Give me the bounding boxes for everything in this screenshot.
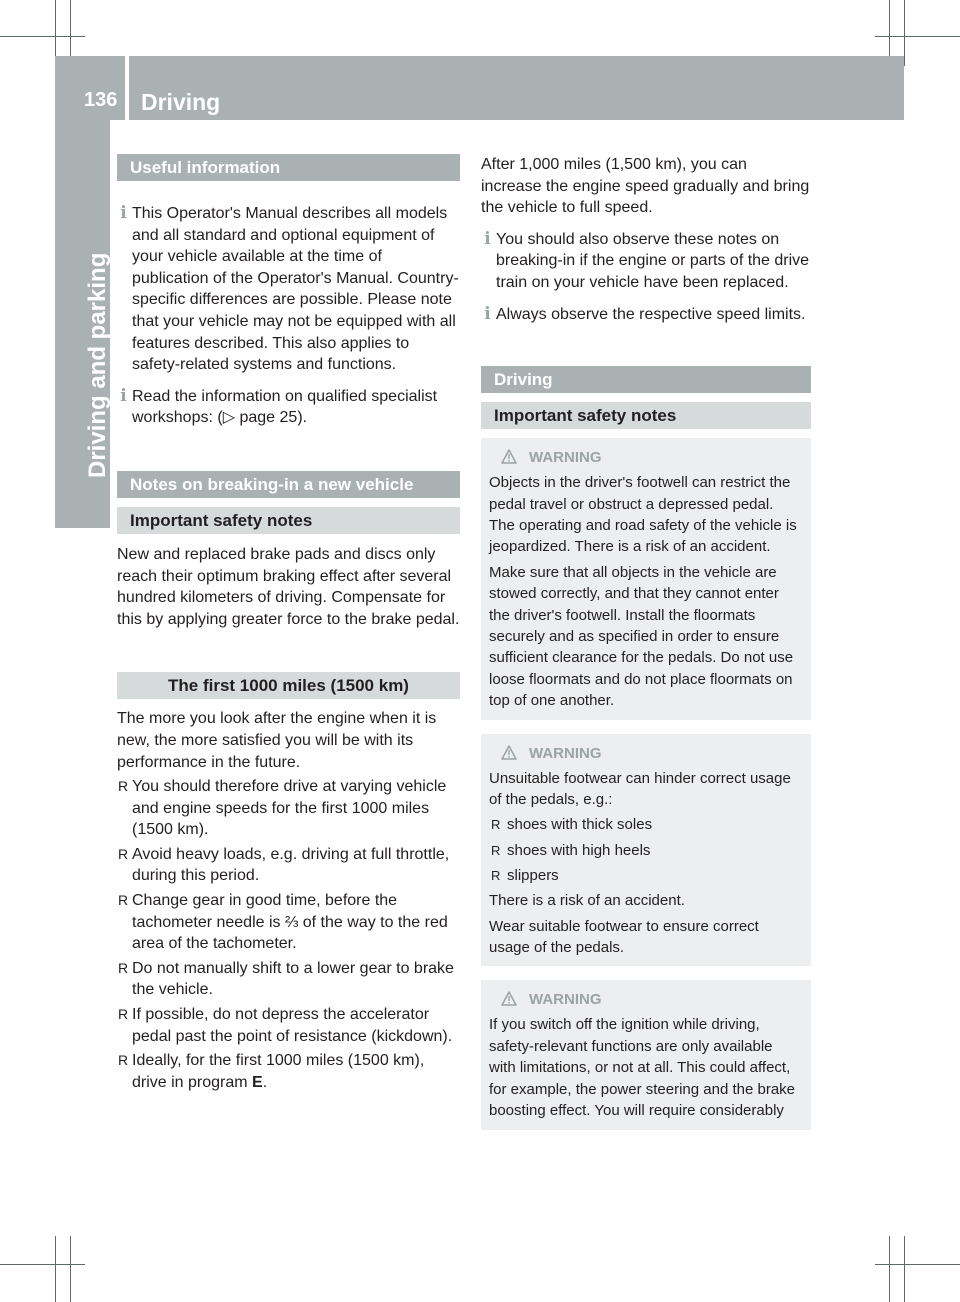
list-item: R You should therefore drive at varying vehicle and engine speeds for the first 1000 miles (1500 km). [117,776,460,841]
warning-header [489,447,803,468]
warning-text: Wear suitable footwear to ensure correct usage of the pedals. [489,917,759,957]
sub-heading-first-miles: The first 1000 miles (1500 km) [117,672,460,699]
crop-mark [875,1264,960,1265]
info-icon: i [120,385,127,406]
body-paragraph: After 1,000 miles (1,500 km), you can increase the engine speed gradually and bring the vehicle to full speed. [481,156,810,217]
page-number: 136 [84,89,118,111]
list-item: R shoes with high heels [489,840,803,861]
section-heading-useful-information: Useful information [117,154,460,181]
note-text-end: ). [297,409,308,427]
crop-mark [70,1236,71,1302]
warning-text: Objects in the driver's footwell can restrict the pedal travel or obstruct a depressed pedal. The operating and road safety of the vehicle is jeopardized. There is a risk of an accident. [489,474,797,556]
warning-label: WARNING [529,744,602,762]
warning-text: Make sure that all objects in the vehicle are stowed correctly, and that they cannot enter the driver's footwell. Install the floormats securely and as specified in order to ensure sufficient clearance for the pedals. Do not use loose floormats and do not place floormats on top of one another. [489,563,794,710]
info-note-text: This Operator's Manual describes all models and all standard and optional equipment of your vehicle available at the time of publication of the Operator's Manual. Country-specific differences are possible. Please note that your vehicle may not be equipped with all features described. This also applies to safety-related systems and functions. [132,205,459,374]
page-ref-arrow-icon: ▷ [222,409,236,427]
body-paragraph: The more you look after the engine when it is new, the more satisfied you will be with its performance in the future. [117,710,437,771]
sub-heading-safety-notes: Important safety notes [117,507,460,534]
crop-mark [889,1236,890,1302]
warning-triangle-icon [501,745,517,760]
crop-mark [0,36,85,37]
warning-box [481,438,811,719]
page-reference-link[interactable]: page 25 [239,409,298,427]
list-item [117,1050,460,1093]
section-heading-breaking-in: Notes on breaking-in a new vehicle [117,471,460,498]
warning-text: Unsuitable footwear can hinder correct usage of the pedals, e.g.: [489,769,791,809]
warning-text: There is a risk of an accident. [489,892,685,910]
crop-mark [55,1236,56,1302]
list-item: R shoes with thick soles [489,814,803,835]
list-item: R Change gear in good time, before the tachometer needle is ⅔ of the way to the red area of the tachometer. [117,890,460,955]
list-item: R Do not manually shift to a lower gear to brake the vehicle. [117,958,460,1001]
list-item-end: . [262,1073,268,1091]
body-paragraph: New and replaced brake pads and discs only reach their optimum braking effect after several hundred kilometers of driving. Compensate for this by applying greater force to the brake pedal. [117,545,460,628]
info-note [117,203,460,376]
warning-label: WARNING [529,449,602,467]
right-column [481,154,811,1130]
warning-header [489,989,803,1010]
crop-mark [904,1236,905,1302]
warning-header [489,743,803,764]
warning-box [481,980,811,1129]
header-divider [125,56,129,120]
list-item: R If possible, do not depress the accelerator pedal past the point of resistance (kickdown). [117,1004,460,1047]
list-item: R Avoid heavy loads, e.g. driving at full throttle, during this period. [117,844,460,887]
list-item: R slippers [489,865,803,886]
side-tab-label: Driving and parking [84,252,111,478]
warning-triangle-icon [501,991,517,1006]
info-icon: i [484,228,491,249]
bullet-list [117,776,460,1093]
crop-mark [0,1264,85,1265]
section-heading-driving: Driving [481,366,811,393]
crop-mark [875,36,960,37]
program-letter: E [252,1073,263,1091]
warning-text: If you switch off the ignition while driving, safety-relevant functions are only available with limitations, or not at all. This could affect, for example, the power steering and the brake boosting effect. You will require considerably [489,1016,796,1120]
info-note [117,386,460,429]
info-note-text [132,386,460,429]
note-text: Read the information on qualified specialist workshops: ( [132,387,438,427]
info-note [481,304,811,326]
page-title: Driving [141,89,221,115]
left-column [117,154,460,1093]
sub-heading-safety-notes: Important safety notes [481,402,811,429]
info-icon: i [120,203,127,223]
warning-list [489,814,803,886]
info-note-text: Always observe the respective speed limits. [496,305,806,323]
list-item-text: Ideally, for the first 1000 miles (1500 km), drive in program [132,1052,425,1091]
warning-box [481,734,811,967]
crop-mark [904,0,905,66]
warning-triangle-icon [501,449,517,464]
warning-label: WARNING [529,991,602,1009]
info-note [481,229,811,294]
info-icon: i [484,303,491,324]
info-note-text: You should also observe these notes on breaking-in if the engine or parts of the drive train on your vehicle have been replaced. [496,230,810,291]
